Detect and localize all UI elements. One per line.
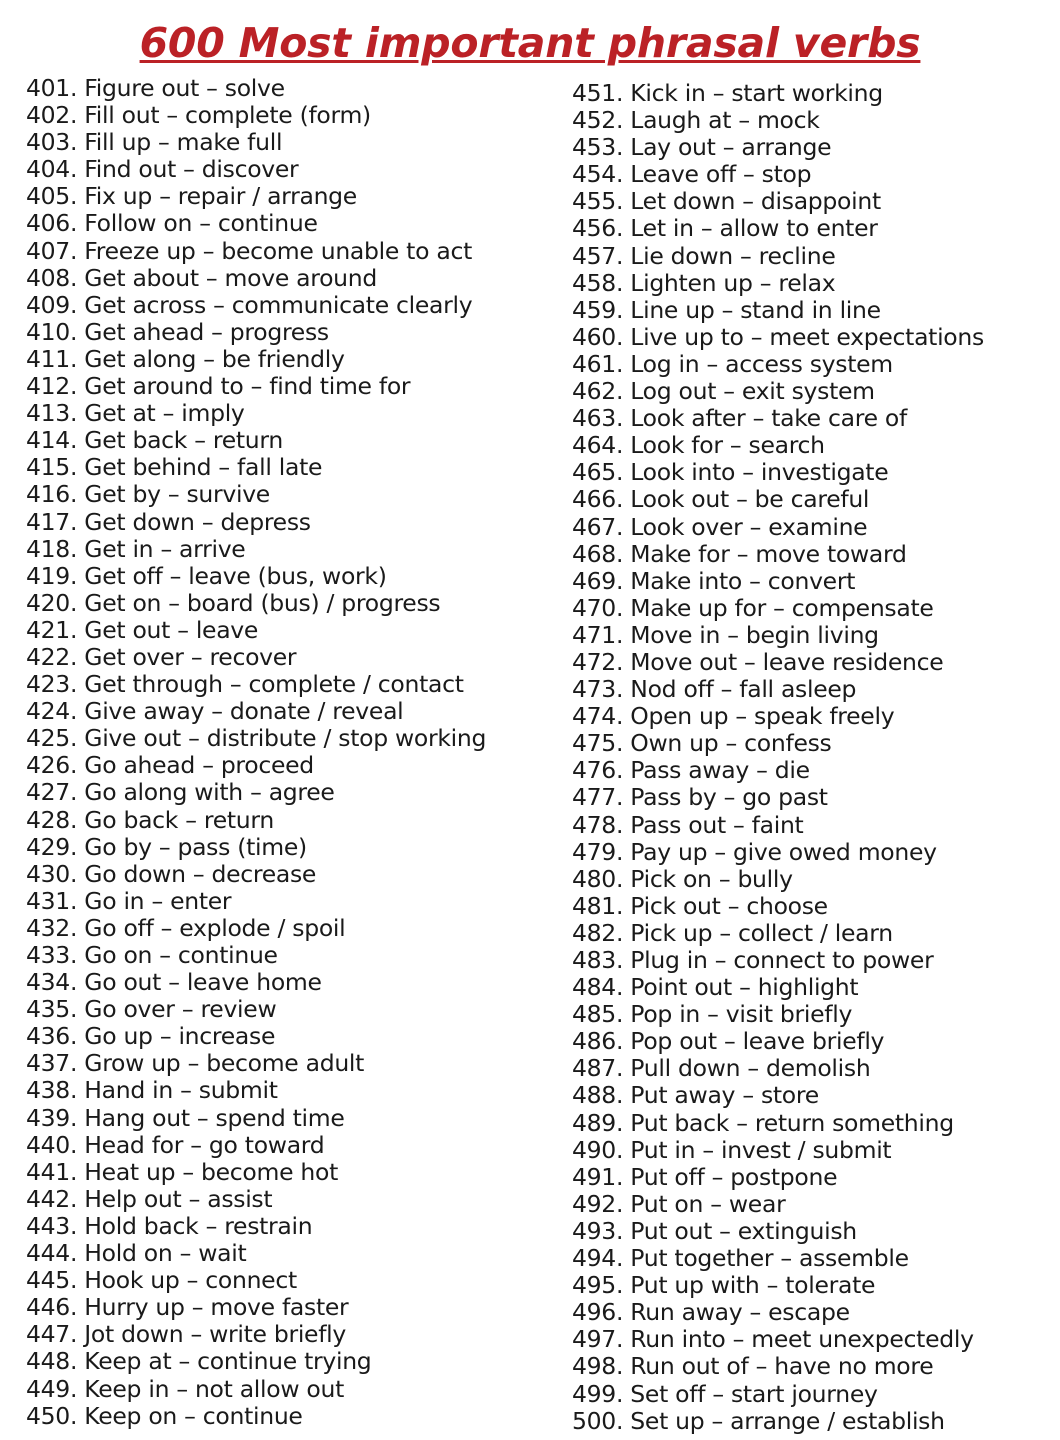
phrasal-verb-entry: 440. Head for – go toward [26,1130,325,1159]
phrasal-verb-entry: 460. Live up to – meet expectations [572,322,984,351]
phrasal-verb-entry: 441. Heat up – become hot [26,1157,338,1186]
phrasal-verb-entry: 430. Go down – decrease [26,859,317,888]
phrasal-verb-entry: 427. Go along with – agree [26,778,335,807]
phrasal-verb-entry: 423. Get through – complete / contact [26,670,464,699]
phrasal-verb-entry: 421. Get out – leave [26,615,259,644]
phrasal-verb-entry: 444. Hold on – wait [26,1239,247,1268]
phrasal-verb-entry: 407. Freeze up – become unable to act [26,236,472,265]
phrasal-verb-entry: 405. Fix up – repair / arrange [26,182,357,211]
phrasal-verb-entry: 420. Get on – board (bus) / progress [26,588,441,617]
phrasal-verb-entry: 478. Pass out – faint [572,810,804,839]
phrasal-verb-entry: 473. Nod off – fall asleep [572,675,857,704]
phrasal-verb-entry: 410. Get ahead – progress [26,317,329,346]
phrasal-verb-entry: 402. Fill out – complete (form) [26,101,371,130]
phrasal-verb-entry: 448. Keep at – continue trying [26,1347,372,1376]
phrasal-verb-entry: 479. Pay up – give owed money [572,837,937,866]
phrasal-verb-entry: 418. Get in – arrive [26,534,246,563]
phrasal-verb-entry: 495. Put up with – tolerate [572,1271,876,1300]
phrasal-verb-entry: 498. Run out of – have no more [572,1352,934,1381]
phrasal-verb-entry: 491. Put off – postpone [572,1162,838,1191]
phrasal-verb-entry: 443. Hold back – restrain [26,1211,313,1240]
phrasal-verb-entry: 424. Give away – donate / reveal [26,697,404,726]
phrasal-verb-entry: 467. Look over – examine [572,512,868,541]
phrasal-verb-entry: 434. Go out – leave home [26,968,322,997]
page-title: 600 Most important phrasal verbs [139,19,921,67]
phrasal-verb-entry: 455. Let down – disappoint [572,187,881,216]
phrasal-verb-entry: 500. Set up – arrange / establish [572,1406,945,1435]
phrasal-verb-entry: 476. Pass away – die [572,756,810,785]
phrasal-verb-entry: 409. Get across – communicate clearly [26,290,473,319]
phrasal-verb-entry: 453. Lay out – arrange [572,133,832,162]
phrasal-verb-entry: 454. Leave off – stop [572,160,812,189]
phrasal-verb-entry: 428. Go back – return [26,805,274,834]
phrasal-verb-entry: 415. Get behind – fall late [26,453,323,482]
phrasal-verb-entry: 458. Lighten up – relax [572,268,836,297]
phrasal-verb-entry: 463. Look after – take care of [572,404,907,433]
phrasal-verb-entry: 404. Find out – discover [26,155,299,184]
phrasal-verb-entry: 474. Open up – speak freely [572,702,895,731]
phrasal-verb-entry: 431. Go in – enter [26,886,232,915]
phrasal-verb-entry: 456. Let in – allow to enter [572,214,878,243]
phrasal-verb-list-right [572,80,984,1435]
phrasal-verb-entry: 459. Line up – stand in line [572,295,881,324]
phrasal-verb-entry: 497. Run into – meet unexpectedly [572,1325,974,1354]
phrasal-verb-entry: 426. Go ahead – proceed [26,751,314,780]
phrasal-verb-entry: 451. Kick in – start working [572,79,883,107]
phrasal-verb-entry: 481. Pick out – choose [572,891,828,920]
phrasal-verb-entry: 417. Get down – depress [26,507,311,536]
phrasal-verb-entry: 442. Help out – assist [26,1184,273,1213]
phrasal-verb-entry: 452. Laugh at – mock [572,106,820,135]
phrasal-verb-entry: 401. Figure out – solve [26,74,285,102]
phrasal-verb-entry: 465. Look into – investigate [572,458,889,487]
phrasal-verb-entry: 485. Pop in – visit briefly [572,1000,853,1029]
phrasal-verb-entry: 475. Own up – confess [572,729,832,758]
phrasal-verb-entry: 469. Make into – convert [572,566,856,595]
phrasal-verb-entry: 429. Go by – pass (time) [26,832,307,861]
phrasal-verb-entry: 494. Put together – assemble [572,1244,909,1273]
phrasal-verb-entry: 488. Put away – store [572,1081,819,1110]
phrasal-verb-entry: 468. Make for – move toward [572,539,907,568]
phrasal-verb-entry: 411. Get along – be friendly [26,344,345,373]
phrasal-verb-entry: 499. Set off – start journey [572,1379,878,1408]
phrasal-verb-entry: 435. Go over – review [26,995,277,1024]
phrasal-verb-entry: 403. Fill up – make full [26,128,283,157]
phrasal-verb-entry: 408. Get about – move around [26,263,377,292]
phrasal-verb-entry: 461. Log in – access system [572,349,893,378]
phrasal-verb-entry: 438. Hand in – submit [26,1076,278,1105]
phrasal-verb-entry: 449. Keep in – not allow out [26,1374,345,1403]
phrasal-verb-entry: 413. Get at – imply [26,399,245,428]
phrasal-verb-entry: 432. Go off – explode / spoil [26,913,346,942]
phrasal-verb-entry: 425. Give out – distribute / stop working [26,724,487,753]
phrasal-verb-entry: 490. Put in – invest / submit [572,1135,892,1164]
phrasal-verb-entry: 466. Look out – be careful [572,485,870,514]
phrasal-verb-entry: 457. Lie down – recline [572,241,836,270]
phrasal-verb-entry: 406. Follow on – continue [26,209,318,238]
phrasal-verb-entry: 493. Put out – extinguish [572,1216,857,1245]
phrasal-verb-entry: 433. Go on – continue [26,941,278,969]
phrasal-verb-entry: 464. Look for – search [572,431,825,460]
phrasal-verb-entry: 471. Move in – begin living [572,620,879,649]
phrasal-verb-entry: 477. Pass by – go past [572,783,828,812]
phrasal-verb-entry: 422. Get over – recover [26,642,297,671]
phrasal-verb-entry: 412. Get around to – find time for [26,372,411,401]
phrasal-verb-list-left [26,75,486,1430]
phrasal-verb-entry: 446. Hurry up – move faster [26,1293,349,1322]
phrasal-verb-entry: 484. Point out – highlight [572,973,859,1002]
phrasal-verb-entry: 472. Move out – leave residence [572,647,944,676]
phrasal-verb-entry: 492. Put on – wear [572,1189,786,1218]
phrasal-verb-entry: 419. Get off – leave (bus, work) [26,561,387,590]
phrasal-verb-entry: 480. Pick on – bully [572,864,793,893]
phrasal-verb-entry: 437. Grow up – become adult [26,1049,365,1078]
phrasal-verb-entry: 482. Pick up – collect / learn [572,918,893,947]
phrasal-verb-entry: 416. Get by – survive [26,480,270,509]
phrasal-verb-entry: 436. Go up – increase [26,1022,276,1051]
phrasal-verb-entry: 462. Log out – exit system [572,377,875,406]
phrasal-verb-entry: 487. Pull down – demolish [572,1054,871,1083]
phrasal-verb-entry: 445. Hook up – connect [26,1266,297,1295]
phrasal-verb-entry: 439. Hang out – spend time [26,1103,345,1132]
phrasal-verb-entry: 414. Get back – return [26,426,283,455]
phrasal-verb-entry: 486. Pop out – leave briefly [572,1027,885,1056]
phrasal-verb-entry: 483. Plug in – connect to power [572,946,934,974]
phrasal-verb-entry: 450. Keep on – continue [26,1401,303,1430]
phrasal-verb-entry: 489. Put back – return something [572,1108,954,1137]
phrasal-verb-entry: 447. Jot down – write briefly [26,1320,347,1349]
phrasal-verb-entry: 496. Run away – escape [572,1298,850,1327]
phrasal-verb-entry: 470. Make up for – compensate [572,593,934,622]
